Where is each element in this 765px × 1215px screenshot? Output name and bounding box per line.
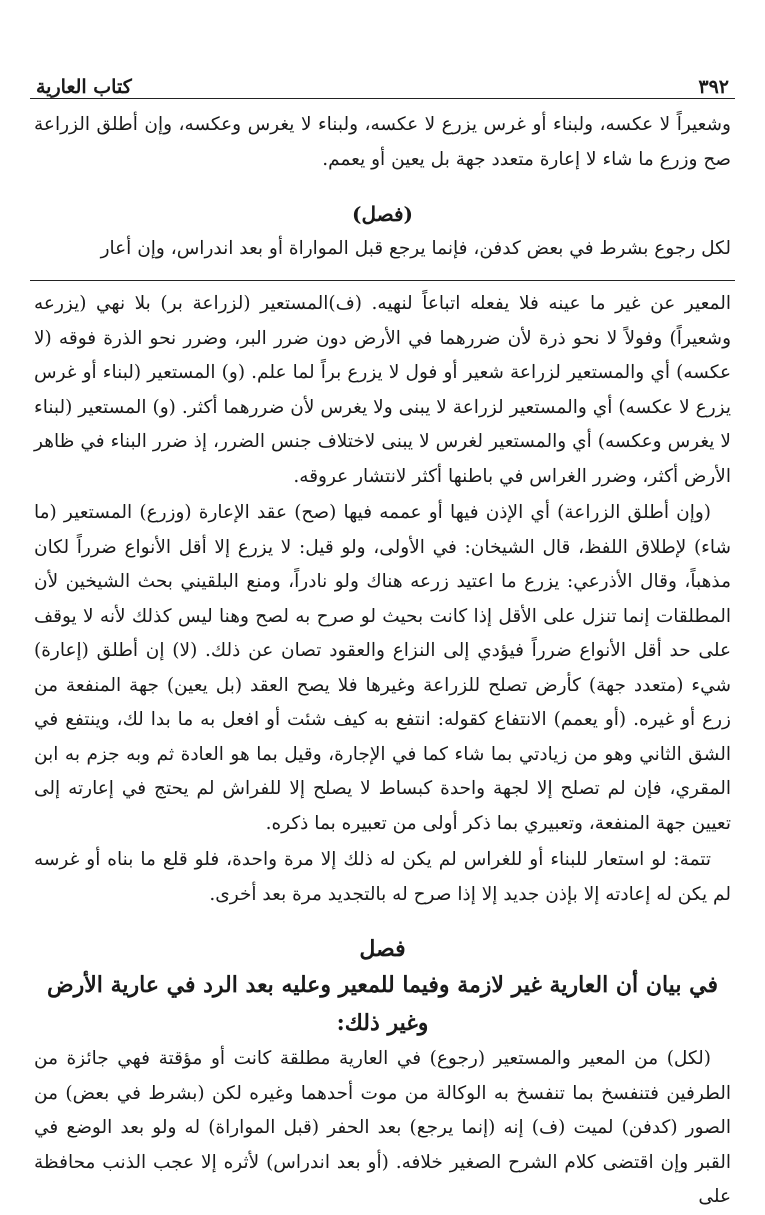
commentary-paragraph: المعير عن غير ما عينه فلا يفعله اتباعاً لنهيه. (ف)المستعير (لزراعة بر) بلا نهي (يزرعه وشعيراً) وفولاً لا نحو ذرة لأن ضررهما في الأرض دون ضرر البر، وضرر نحو الذرة فوقه (لا عكسه) أي والمستعير لزراعة شعير أو فول لا يزرع براً لما علم. (و) المستعير (لبناء أو غرس يزرع لا عكسه) أي والمستعير لزراعة لا يبنى ولا يغرس لأن ضررهما أكثر. (و) المستعير (لبناء لا يغرس وعكسه) أي والمستعير لغرس لا يبنى لاختلاف جنس الضرر، إذ ضرر البناء في ظاهر الأرض أكثر، وضرر الغراس في باطنها أكثر لانتشار عروقه. [34, 293, 731, 487]
chapter-heading: فصل [359, 936, 406, 962]
section-title: (فصل) [352, 202, 413, 226]
commentary-paragraph: (وإن أطلق الزراعة) أي الإذن فيها أو عممه فيها (صح) عقد الإعارة (وزرع) المستعير (ما شاء) لإطلاق اللفظ، قال الشيخان: في الأولى، ولو قيل: لا يزرع إلا أقل الأنواع ضرراً لكان مذهباً، وقال الأذرعي: يزرع ما اعتيد زرعه هناك ولو نادراً، ومنع البلقيني بحث الشيخين لأن المطلقات إنما تنزل على الأقل إذا كانت بحيث لو صرح به لصح وهنا ليس كذلك لأنه لا يوقف على حد أقل الأنواع ضرراً فيؤدي إلى النزاع والعقود تصان عن ذلك. (لا) إن أطلق (إعارة) شيء (متعدد جهة) كأرض تصلح للزراعة وغيرها فلا يصح العقد (بل يعين) جهة المنفعة من زرع أو غيره. (أو يعمم) الانتفاع كقوله: انتفع به كيف شئت أو افعل به ما بدا لك، وينتفع في الشق الثاني وهو من زيادتي بما شاء كما في الإجارة، وقيل بما هو العادة ثم وبه جزم به ابن المقري، فإن لم تصلح إلا لجهة واحدة كبساط لا يصلح إلا للفراش لم يحتج في إعارته إلى تعيين جهة المنفعة، وتعبيري بما ذكر أولى من تعبيره بما ذكره. [34, 502, 731, 834]
chapter-commentary-paragraph: (لكل) من المعير والمستعير (رجوع) في العارية مطلقة كانت أو مؤقتة فهي جائزة من الطرفين فتنفسخ بما تنفسخ به الوكالة من موت أحدهما وغيره لكن (بشرط في بعض) من الصور (كدفن) لميت (ف) إنه (إنما يرجع) بعد الحفر (قبل المواراة) له ولو بعد الوضع في القبر وإن اقتضى كلام الشرح الصغير خلافه. (أو بعد اندراس) لأثره إلا عجب الذنب محافظة على [34, 1048, 731, 1207]
commentary [30, 287, 735, 912]
book-page [30, 60, 735, 1215]
matn-text: وشعيراً لا عكسه، ولبناء أو غرس يزرع لا عكسه، ولبناء لا يغرس وعكسه، وإن أطلق الزراعة صح وزرع ما شاء لا إعارة متعدد جهة بل يعين أو يعمم. [34, 114, 731, 170]
chapter-commentary [30, 1042, 735, 1215]
matn-commentary-divider [30, 280, 735, 281]
book-title: كتاب العارية [36, 76, 132, 98]
page-header [30, 60, 735, 99]
page-number: ٣٩٢ [698, 76, 729, 98]
commentary-paragraph: تتمة: لو استعار للبناء أو للغراس لم يكن له ذلك إلا مرة واحدة، فلو قلع ما بناه أو غرسه لم يكن له إعادته إلا بإذن جديد إلا إذا صرح له بالتجديد مرة بعد أخرى. [34, 849, 731, 905]
chapter-title: في بيان أن العارية غير لازمة وفيما للمعير وعليه بعد الرد في عارية الأرض وغير ذلك: [47, 972, 718, 1036]
section-matn-text: لكل رجوع بشرط في بعض كدفن، فإنما يرجع قبل المواراة أو بعد اندراس، وإن أعار [100, 238, 731, 259]
